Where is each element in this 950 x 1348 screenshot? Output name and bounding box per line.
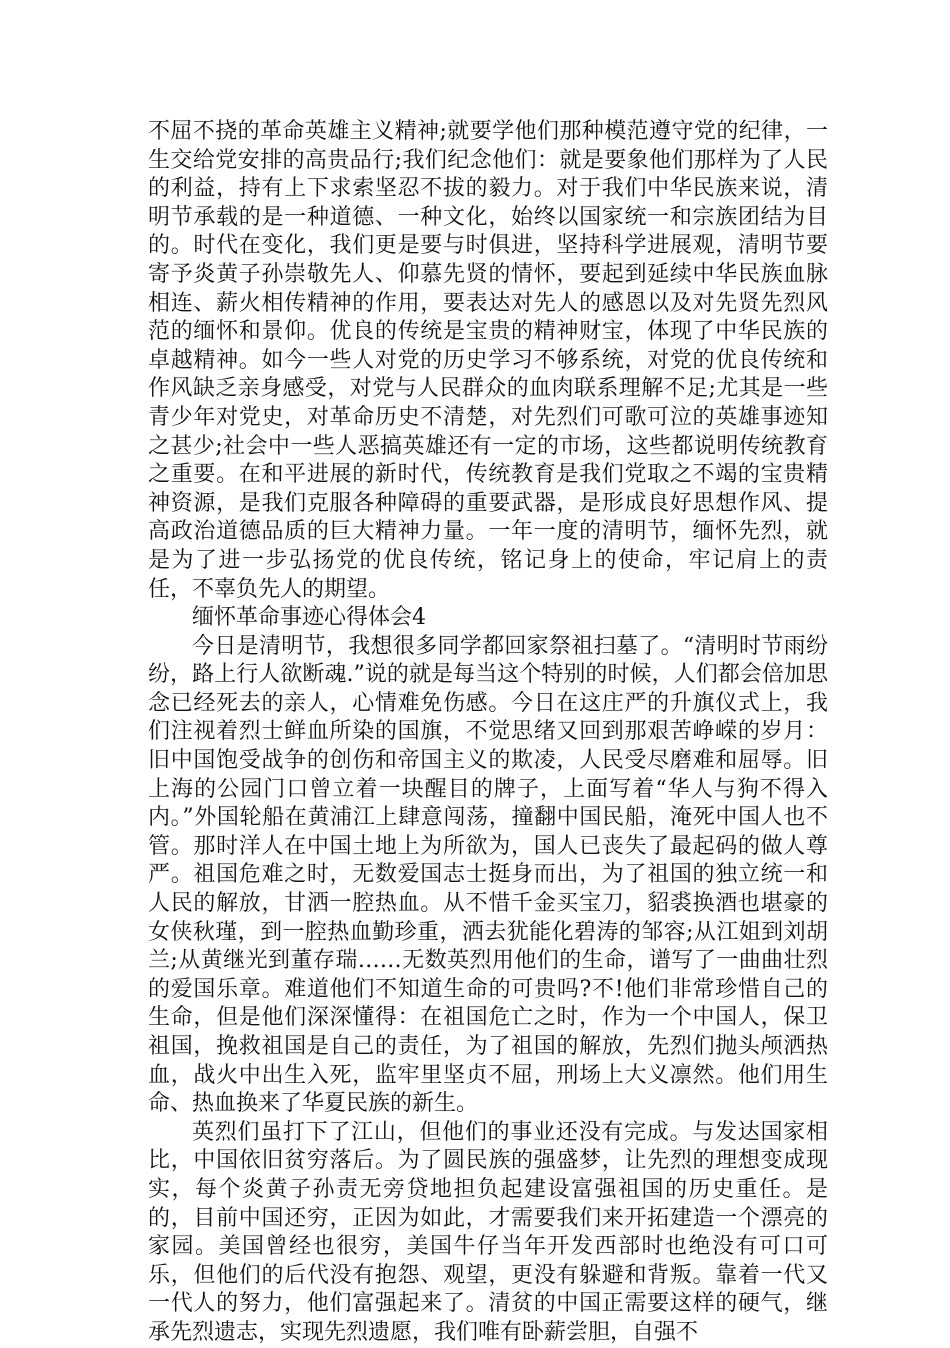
section-heading: 缅怀革命事迹心得体会4	[192, 605, 426, 631]
document-page	[148, 118, 828, 1348]
paragraph-2: 今日是清明节，我想很多同学都回家祭祖扫墓了。“清明时节雨纷纷，路上行人欲断魂.”说的就是每当这个特别的时候，人们都会倍加思念已经死去的亲人，心情难免伤感。今日在这庄严的升旗仪式上，我们注视着烈士鲜血所染的国旗，不觉思绪又回到那艰苦峥嵘的岁月：旧中国饱受战争的创伤和帝国主义的欺凌，人民受尽磨难和屈辱。旧上海的公园门口曾立着一块醒目的牌子，上面写着“华人与狗不得入内。”外国轮船在黄浦江上肆意闯荡，撞翻中国民船，淹死中国人也不管。那时洋人在中国土地上为所欲为，国人已丧失了最起码的做人尊严。祖国危难之时，无数爱国志士挺身而出，为了祖国的独立统一和人民的解放，甘洒一腔热血。从不惜千金买宝刀，貂裘换酒也堪豪的女侠秋瑾，到一腔热血勤珍重，洒去犹能化碧涛的邹容;从江姐到刘胡兰;从黄继光到董存瑞……无数英烈用他们的生命，谱写了一曲曲壮烈的爱国乐章。难道他们不知道生命的可贵吗?不!他们非常珍惜自己的生命，但是他们深深懂得：在祖国危亡之时，作为一个中国人，保卫祖国，挽救祖国是自己的责任，为了祖国的解放，先烈们抛头颅洒热血，战火中出生入死，监牢里坚贞不屈，刑场上大义凛然。他们用生命、热血换来了华夏民族的新生。	[148, 633, 828, 1117]
paragraph-3: 英烈们虽打下了江山，但他们的事业还没有完成。与发达国家相比，中国依旧贫穷落后。为了圆民族的强盛梦，让先烈的理想变成现实，每个炎黄子孙责无旁贷地担负起建设富强祖国的历史重任。是的，目前中国还穷，正因为如此，才需要我们来开拓建造一个漂亮的家园。美国曾经也很穷，美国牛仔当年开发西部时也绝没有可口可乐，但他们的后代没有抱怨、观望，更没有躲避和背叛。靠着一代又一代人的努力，他们富强起来了。清贫的中国正需要这样的硬气，继承先烈遗志，实现先烈遗愿，我们唯有卧薪尝胆，自强不	[148, 1119, 828, 1345]
paragraph-1: 不屈不挠的革命英雄主义精神;就要学他们那种模范遵守党的纪律，一生交给党安排的高贵品行;我们纪念他们：就是要象他们那样为了人民的利益，持有上下求索坚忍不拔的毅力。对于我们中华民族来说，清明节承载的是一种道德、一种文化，始终以国家统一和宗族团结为目的。时代在变化，我们更是要与时俱进，坚持科学进展观，清明节要寄予炎黄子孙崇敬先人、仰慕先贤的情怀，要起到延续中华民族血脉相连、薪火相传精神的作用，要表达对先人的感恩以及对先贤先烈风范的缅怀和景仰。优良的传统是宝贵的精神财宝，体现了中华民族的卓越精神。如今一些人对党的历史学习不够系统，对党的优良传统和作风缺乏亲身感受，对党与人民群众的血肉联系理解不足;尤其是一些青少年对党史，对革命历史不清楚，对先烈们可歌可泣的英雄事迹知之甚少;社会中一些人恶搞英雄还有一定的市场，这些都说明传统教育之重要。在和平进展的新时代，传统教育是我们党取之不竭的宝贵精神资源，是我们克服各种障碍的重要武器，是形成良好思想作风、提高政治道德品质的巨大精神力量。一年一度的清明节，缅怀先烈，就是为了进一步弘扬党的优良传统，铭记身上的使命，牢记肩上的责任，不辜负先人的期望。	[148, 119, 828, 602]
